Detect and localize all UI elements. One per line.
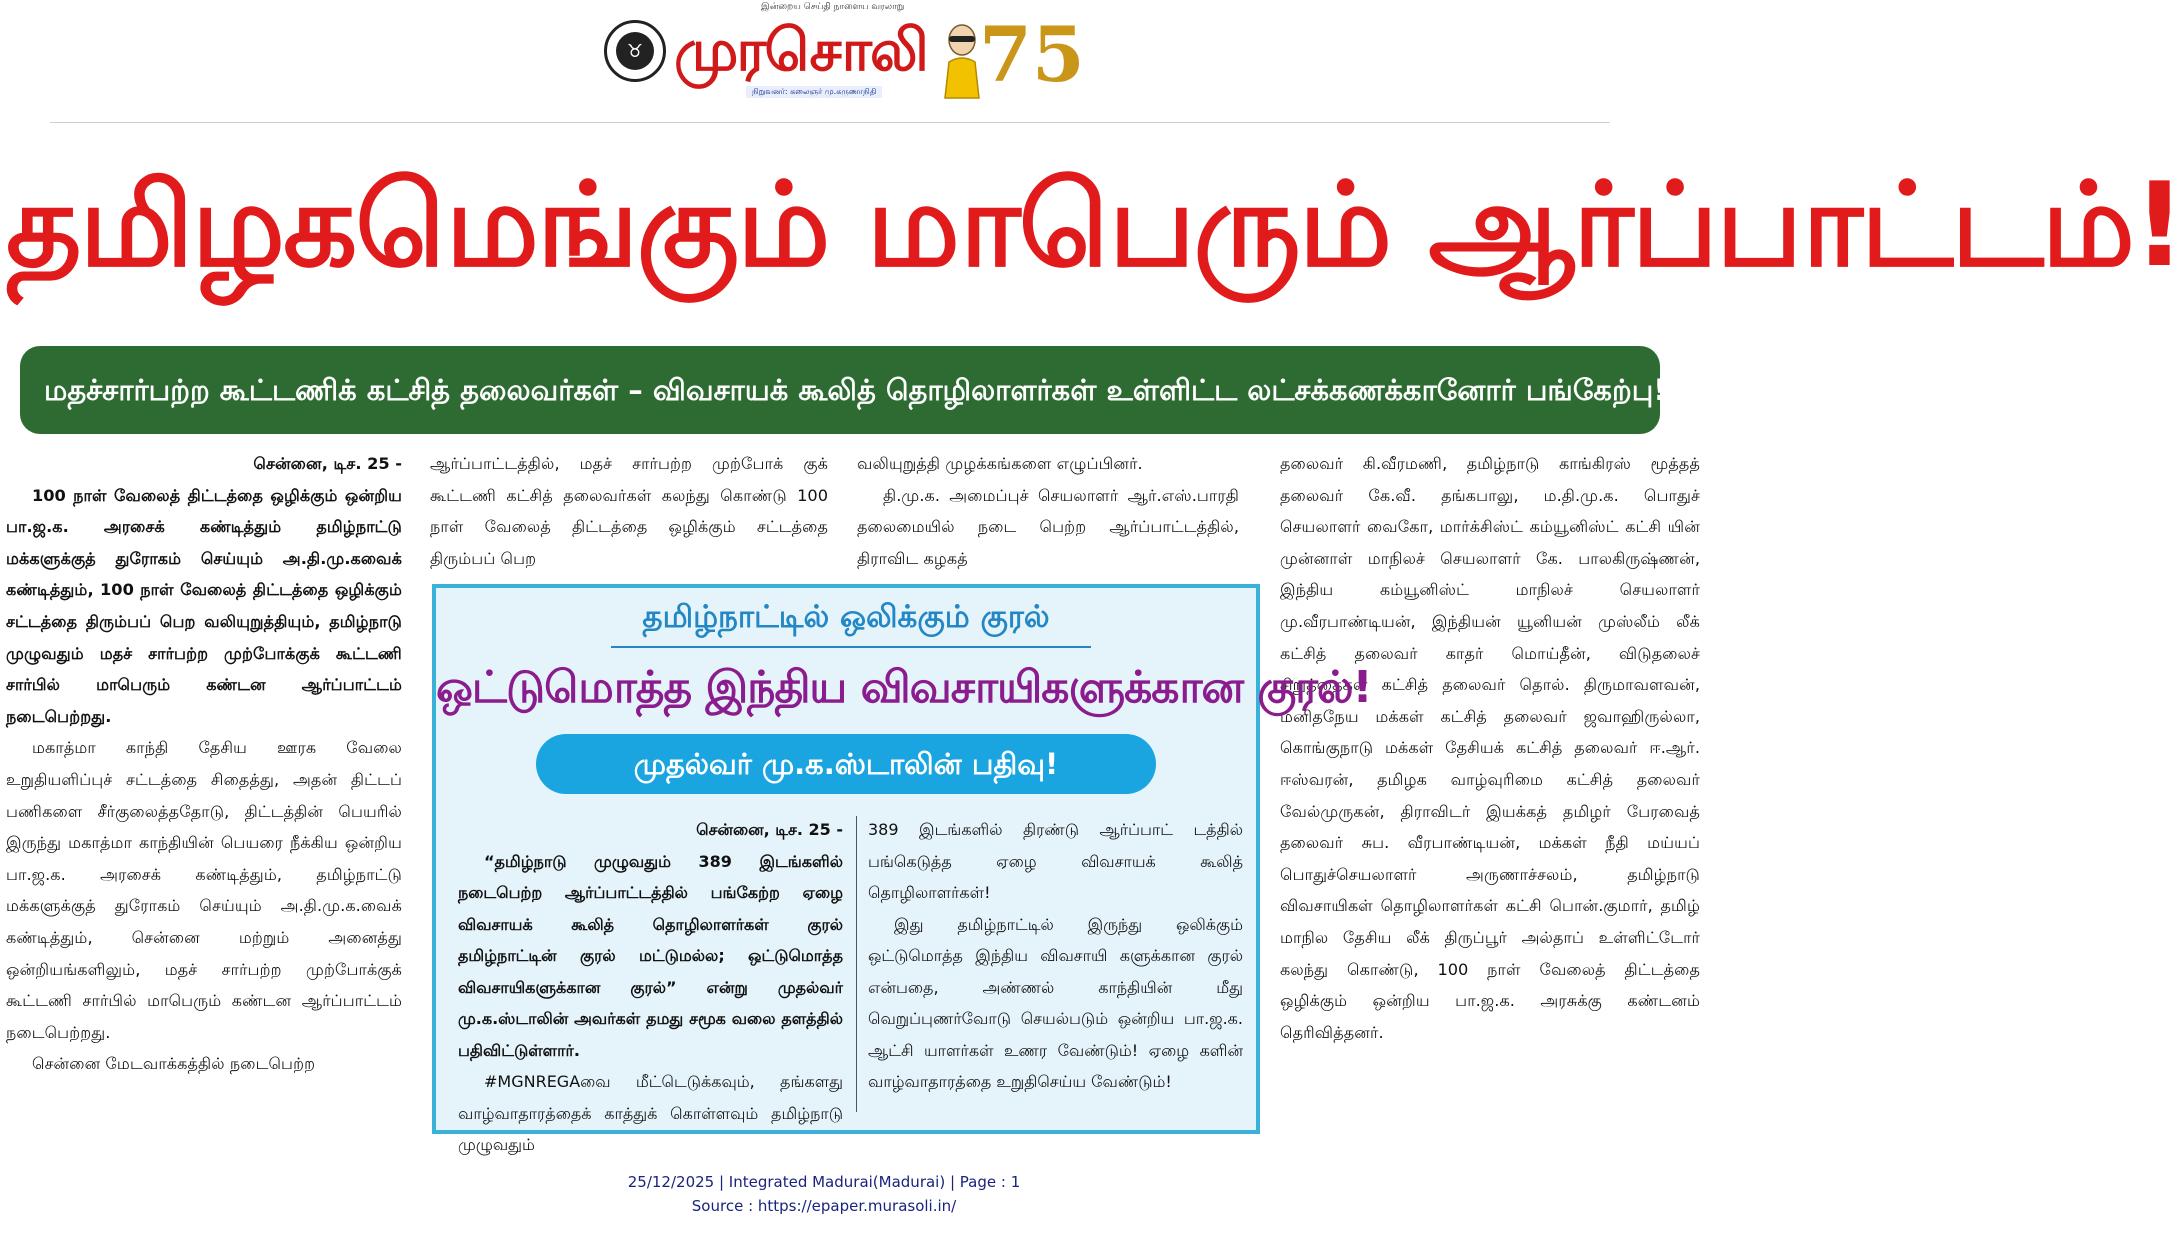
masthead: [596, 0, 1085, 110]
box-column-divider: [856, 816, 857, 1112]
body-paragraph: வலியுறுத்தி முழக்கங்களை எழுப்பினர்.: [857, 454, 1143, 473]
article-column-2: [430, 448, 828, 574]
anniversary-number: 75: [979, 10, 1085, 99]
masthead-divider: [50, 122, 1610, 123]
boxed-article: [432, 584, 1372, 1154]
main-headline: தமிழகமெங்கும் மாபெரும் ஆர்ப்பாட்டம்!: [6, 158, 2184, 293]
footer-source-link[interactable]: Source : https://epaper.murasoli.in/: [691, 1197, 957, 1215]
box-column-2: [868, 814, 1243, 1098]
body-paragraph: மகாத்மா காந்தி தேசிய ஊரக வேலை உறுதியளிப்புச் சட்டத்தை சிதைத்து, அதன் திட்டப் பணிகளை சீர்குலைத்ததோடு, திட்டத்தின் பெயரில் இருந்து மகாத்மா காந்தியின் பெயரை நீக்கிய ஒன்றிய பா.ஜ.க. அரசைக் கண்டித்தும், தமிழ்நாட்டு மக்களுக்குத் துரோகம் செய்யும் அ.தி.மு.க.வைக் கண்டித்தும், சென்னை மற்றும் அனைத்து ஒன்றியங்களிலும், மதச் சார்பற்ற முற்போக்குக் கூட்டணி சார்பில் மாபெரும் கண்டன ஆர்ப்பாட்டம் நடைபெற்றது.: [6, 738, 402, 1042]
lead-paragraph: 100 நாள் வேலைத் திட்டத்தை ஒழிக்கும் ஒன்றிய பா.ஜ.க. அரசைக் கண்டித்தும் தமிழ்நாட்டு மக்களுக்குத் துரோகம் செய்யும் அ.தி.மு.கவைக் கண்டித்தும், 100 நாள் வேலைத் திட்டத்தை ஒழிக்கும் சட்டத்தை திரும்பப் பெற வலியுறுத்தியும், தமிழ்நாடு முழுவதும் மதச் சார்பற்ற முற்போக்குக் கூட்டணி சார்பில் மாபெரும் கண்டன ஆர்ப்பாட்டம் நடைபெற்றது.: [6, 485, 402, 726]
box-body-paragraph: இது தமிழ்நாட்டில் இருந்து ஒலிக்கும் ஒட்டுமொத்த இந்திய விவசாயி களுக்கான குரல் என்பதை, அண்ணல் காந்தியின் மீது வெறுப்புணர்வோடு செயல்படும் ஒன்றிய பா.ஜ.க. ஆட்சி யாளர்கள் உணர வேண்டும்! ஏழை களின் வாழ்வாதாரத்தை உறுதிசெய்ய வேண்டும்!: [868, 914, 1243, 1091]
box-kicker-underline: [611, 646, 1091, 648]
body-paragraph: ஆர்ப்பாட்டத்தில், மதச் சார்பற்ற முற்போக் குக் கூட்டணி கட்சித் தலைவர்கள் கலந்து கொண்டு 100 நாள் வேலைத் திட்டத்தை ஒழிக்கும் சட்டத்தை திரும்பப் பெற: [430, 454, 828, 568]
box-kicker: தமிழ்நாட்டில் ஒலிக்கும் குரல்: [642, 599, 1050, 635]
subheadline-banner: மதச்சார்பற்ற கூட்டணிக் கட்சித் தலைவர்கள் – விவசாயக் கூலித் தொழிலாளர்கள் உள்ளிட்ட லட்சக்கணக்கானோர் பங்கேற்பு!: [20, 346, 1660, 434]
box-byline-pill: முதல்வர் மு.க.ஸ்டாலின் பதிவு!: [536, 734, 1156, 794]
ox-emblem-icon: ♉: [604, 20, 666, 82]
box-body-paragraph: #MGNREGAவை மீட்டெடுக்கவும், தங்களது வாழ்வாதாரத்தைக் காத்துக் கொள்ளவும் தமிழ்நாடு முழுவதும்: [458, 1072, 843, 1154]
article-column-4: [1280, 448, 1700, 1048]
footer-edition-info: 25/12/2025 | Integrated Madurai(Madurai) | Page : 1: [627, 1173, 1021, 1191]
body-paragraph: தி.மு.க. அமைப்புச் செயலாளர் ஆர்.எஸ்.பாரதி தலைமையில் நடை பெற்ற ஆர்ப்பாட்டத்தில், திராவிட கழகத்: [857, 485, 1239, 568]
body-paragraph: தலைவர் கி.வீரமணி, தமிழ்நாடு காங்கிரஸ் மூத்தத் தலைவர் கே.வீ. தங்கபாலு, ம.தி.மு.க. பொதுச் செயலாளர் வைகோ, மார்க்சிஸ்ட் கம்யூனிஸ்ட் கட்சி யின் முன்னாள் மாநிலச் செயலாளர் கே. பாலகிருஷ்ணன், இந்திய கம்யூனிஸ்ட் மாநிலச் செயலாளர் மு.வீரபாண்டியன், இந்தியன் யூனியன் முஸ்லீம் லீக் கட்சித் தலைவர் காதர் மொய்தீன், விடுதலைச் சிறுத்தைகள் கட்சித் தலைவர் தொல். திருமாவளவன், மனிதநேய மக்கள் கட்சித் தலைவர் ஜவாஹிருல்லா, கொங்குநாடு மக்கள் தேசியக் கட்சித் தலைவர் ஈ.ஆர். ஈஸ்வரன், தமிழக வாழ்வுரிமை கட்சித் தலைவர் வேல்முருகன், திராவிடர் இயக்கத் தமிழர் பேரவைத் தலைவர் சுப. வீரபாண்டியன், மக்கள் நீதி மய்யப் பொதுச்செயலாளர் அருணாச்சலம், தமிழ்நாடு விவசாயிகள் தொழிலாளர்கள் கட்சி பொன்.குமார், தமிழ் மாநில தேசிய லீக் திருப்பூர் அல்தாப் உள்ளிட்டோர் கலந்து கொண்டு, 100 நாள் வேலைத் திட்டத்தை ஒழிக்கும் ஒன்றிய பா.ஜ.க. அரசுக்கு கண்டனம் தெரிவித்தனர்.: [1280, 454, 1700, 1042]
portrait-icon: [941, 20, 983, 98]
dateline: சென்னை, டிச. 25 -: [253, 454, 402, 473]
box-dateline: சென்னை, டிச. 25 -: [696, 820, 843, 839]
box-body-paragraph: 389 இடங்களில் திரண்டு ஆர்ப்பாட் டத்தில் பங்கெடுத்த ஏழை விவசாயக் கூலித் தொழிலாளர்கள்!: [868, 820, 1243, 902]
article-column-3: [857, 448, 1239, 574]
masthead-subline: நிறுவனர்: கலைஞர் மு.கருணாநிதி: [746, 86, 882, 98]
article-column-1: [6, 448, 402, 1080]
newspaper-logo: முரசொலி: [674, 16, 927, 84]
box-column-1: [458, 814, 843, 1161]
box-lead-paragraph: “தமிழ்நாடு முழுவதும் 389 இடங்களில் நடைபெற்ற ஆர்ப்பாட்டத்தில் பங்கேற்ற ஏழை விவசாயக் கூலித் தொழிலாளர்கள் குரல் தமிழ்நாட்டின் குரல் மட்டுமல்ல; ஒட்டுமொத்த விவசாயிகளுக்கான குரல்” என்று முதல்வர் மு.க.ஸ்டாலின் அவர்கள் தமது சமூக வலை தளத்தில் பதிவிட்டுள்ளார்.: [458, 851, 843, 1060]
body-paragraph: சென்னை மேடவாக்கத்தில் நடைபெற்ற: [32, 1054, 316, 1074]
page-footer: [0, 1170, 1648, 1218]
box-title: ஒட்டுமொத்த இந்திய விவசாயிகளுக்கான குரல்!: [436, 662, 1372, 713]
anniversary-badge: [941, 10, 1085, 100]
masthead-tagline: இன்றைய செய்தி நாளைய வரலாறு: [761, 2, 905, 12]
